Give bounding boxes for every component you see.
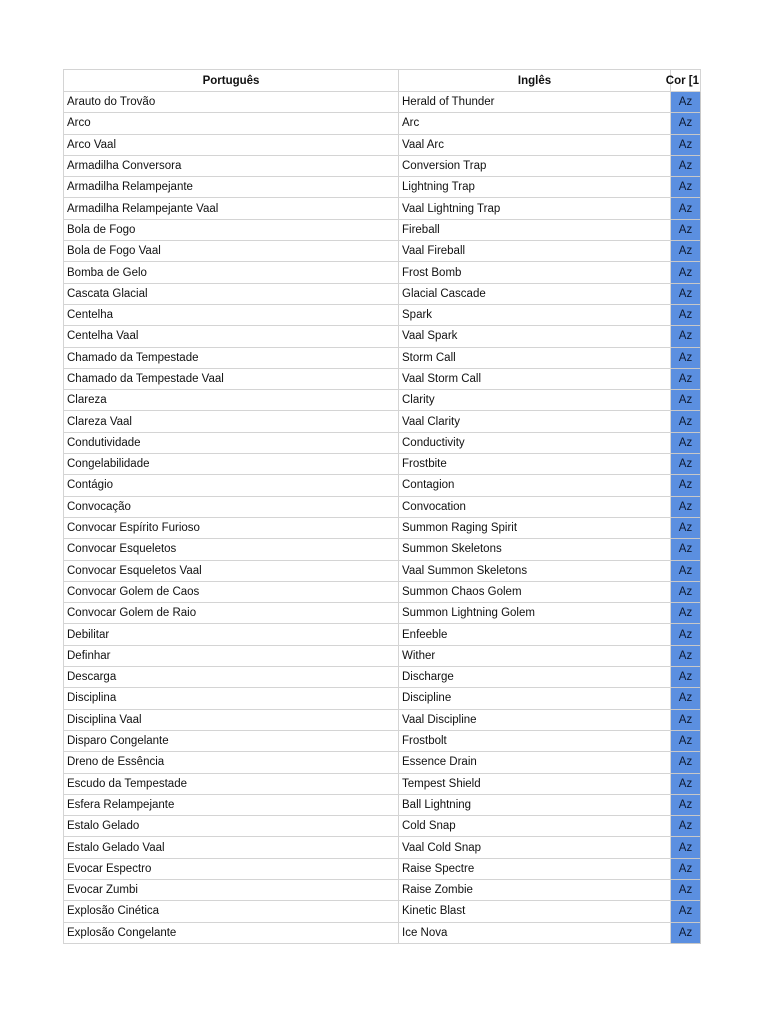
cell-color: Az bbox=[671, 241, 701, 262]
cell-portuguese: Esfera Relampejante bbox=[64, 794, 399, 815]
cell-color: Az bbox=[671, 879, 701, 900]
cell-color: Az bbox=[671, 304, 701, 325]
cell-color: Az bbox=[671, 347, 701, 368]
table-row bbox=[64, 368, 701, 389]
table-row bbox=[64, 390, 701, 411]
cell-color: Az bbox=[671, 922, 701, 943]
table-row bbox=[64, 645, 701, 666]
cell-portuguese: Disparo Congelante bbox=[64, 730, 399, 751]
cell-english: Tempest Shield bbox=[399, 773, 671, 794]
table-row bbox=[64, 858, 701, 879]
cell-english: Fireball bbox=[399, 219, 671, 240]
cell-color: Az bbox=[671, 816, 701, 837]
cell-portuguese: Convocar Esqueletos bbox=[64, 539, 399, 560]
table-row bbox=[64, 901, 701, 922]
cell-color: Az bbox=[671, 326, 701, 347]
cell-english: Enfeeble bbox=[399, 624, 671, 645]
cell-color: Az bbox=[671, 368, 701, 389]
cell-portuguese: Clareza bbox=[64, 390, 399, 411]
table-row bbox=[64, 794, 701, 815]
table-row bbox=[64, 219, 701, 240]
cell-english: Vaal Storm Call bbox=[399, 368, 671, 389]
cell-portuguese: Dreno de Essência bbox=[64, 752, 399, 773]
cell-color: Az bbox=[671, 454, 701, 475]
cell-english: Vaal Fireball bbox=[399, 241, 671, 262]
cell-english: Summon Skeletons bbox=[399, 539, 671, 560]
cell-english: Arc bbox=[399, 113, 671, 134]
table-row bbox=[64, 134, 701, 155]
cell-portuguese: Contágio bbox=[64, 475, 399, 496]
cell-portuguese: Descarga bbox=[64, 667, 399, 688]
table-row bbox=[64, 326, 701, 347]
cell-english: Spark bbox=[399, 304, 671, 325]
cell-portuguese: Convocar Esqueletos Vaal bbox=[64, 560, 399, 581]
cell-portuguese: Disciplina bbox=[64, 688, 399, 709]
cell-english: Frostbolt bbox=[399, 730, 671, 751]
cell-color: Az bbox=[671, 667, 701, 688]
cell-english: Vaal Cold Snap bbox=[399, 837, 671, 858]
table-row bbox=[64, 730, 701, 751]
header-color bbox=[665, 70, 701, 92]
table-row bbox=[64, 922, 701, 943]
cell-color: Az bbox=[671, 517, 701, 538]
cell-portuguese: Bola de Fogo Vaal bbox=[64, 241, 399, 262]
table-row bbox=[64, 539, 701, 560]
table-row bbox=[64, 709, 701, 730]
cell-color: Az bbox=[671, 688, 701, 709]
cell-english: Contagion bbox=[399, 475, 671, 496]
cell-portuguese: Disciplina Vaal bbox=[64, 709, 399, 730]
cell-english: Conductivity bbox=[399, 432, 671, 453]
cell-color: Az bbox=[671, 432, 701, 453]
cell-color: Az bbox=[671, 198, 701, 219]
cell-portuguese: Debilitar bbox=[64, 624, 399, 645]
cell-english: Herald of Thunder bbox=[399, 92, 671, 113]
table-row bbox=[64, 667, 701, 688]
cell-color: Az bbox=[671, 390, 701, 411]
table-row bbox=[64, 347, 701, 368]
header-portuguese: Português bbox=[64, 70, 399, 92]
table-row bbox=[64, 198, 701, 219]
cell-color: Az bbox=[671, 709, 701, 730]
cell-english: Storm Call bbox=[399, 347, 671, 368]
cell-portuguese: Definhar bbox=[64, 645, 399, 666]
table-row bbox=[64, 496, 701, 517]
cell-color: Az bbox=[671, 92, 701, 113]
cell-color: Az bbox=[671, 283, 701, 304]
table-row bbox=[64, 688, 701, 709]
skills-table-container bbox=[63, 69, 700, 944]
table-row bbox=[64, 560, 701, 581]
cell-portuguese: Convocar Golem de Caos bbox=[64, 581, 399, 602]
cell-portuguese: Explosão Congelante bbox=[64, 922, 399, 943]
table-row bbox=[64, 454, 701, 475]
cell-portuguese: Chamado da Tempestade Vaal bbox=[64, 368, 399, 389]
table-row bbox=[64, 92, 701, 113]
table-row bbox=[64, 816, 701, 837]
table-row bbox=[64, 773, 701, 794]
table-row bbox=[64, 113, 701, 134]
cell-english: Vaal Clarity bbox=[399, 411, 671, 432]
cell-english: Convocation bbox=[399, 496, 671, 517]
cell-color: Az bbox=[671, 773, 701, 794]
cell-portuguese: Arco bbox=[64, 113, 399, 134]
cell-color: Az bbox=[671, 730, 701, 751]
cell-english: Cold Snap bbox=[399, 816, 671, 837]
cell-portuguese: Evocar Zumbi bbox=[64, 879, 399, 900]
header-color-label: Cor [1 bbox=[665, 74, 699, 87]
table-row bbox=[64, 581, 701, 602]
cell-color: Az bbox=[671, 624, 701, 645]
table-row bbox=[64, 603, 701, 624]
cell-color: Az bbox=[671, 603, 701, 624]
cell-english: Wither bbox=[399, 645, 671, 666]
cell-english: Conversion Trap bbox=[399, 155, 671, 176]
cell-portuguese: Centelha Vaal bbox=[64, 326, 399, 347]
cell-color: Az bbox=[671, 901, 701, 922]
cell-english: Raise Spectre bbox=[399, 858, 671, 879]
cell-color: Az bbox=[671, 496, 701, 517]
table-row bbox=[64, 177, 701, 198]
cell-portuguese: Bomba de Gelo bbox=[64, 262, 399, 283]
table-row bbox=[64, 262, 701, 283]
cell-english: Glacial Cascade bbox=[399, 283, 671, 304]
cell-portuguese: Cascata Glacial bbox=[64, 283, 399, 304]
cell-english: Kinetic Blast bbox=[399, 901, 671, 922]
table-row bbox=[64, 241, 701, 262]
cell-color: Az bbox=[671, 752, 701, 773]
cell-portuguese: Centelha bbox=[64, 304, 399, 325]
cell-color: Az bbox=[671, 539, 701, 560]
cell-english: Vaal Arc bbox=[399, 134, 671, 155]
cell-english: Vaal Discipline bbox=[399, 709, 671, 730]
cell-portuguese: Armadilha Relampejante bbox=[64, 177, 399, 198]
cell-english: Vaal Lightning Trap bbox=[399, 198, 671, 219]
cell-english: Ice Nova bbox=[399, 922, 671, 943]
cell-color: Az bbox=[671, 858, 701, 879]
cell-color: Az bbox=[671, 837, 701, 858]
cell-portuguese: Condutividade bbox=[64, 432, 399, 453]
cell-english: Vaal Spark bbox=[399, 326, 671, 347]
cell-english: Ball Lightning bbox=[399, 794, 671, 815]
cell-color: Az bbox=[671, 645, 701, 666]
table-row bbox=[64, 432, 701, 453]
table-row bbox=[64, 304, 701, 325]
cell-english: Discharge bbox=[399, 667, 671, 688]
cell-portuguese: Clareza Vaal bbox=[64, 411, 399, 432]
cell-color: Az bbox=[671, 155, 701, 176]
table-row bbox=[64, 837, 701, 858]
cell-portuguese: Convocação bbox=[64, 496, 399, 517]
cell-english: Discipline bbox=[399, 688, 671, 709]
cell-portuguese: Convocar Golem de Raio bbox=[64, 603, 399, 624]
cell-portuguese: Arauto do Trovão bbox=[64, 92, 399, 113]
cell-portuguese: Explosão Cinética bbox=[64, 901, 399, 922]
cell-color: Az bbox=[671, 113, 701, 134]
cell-portuguese: Arco Vaal bbox=[64, 134, 399, 155]
cell-portuguese: Chamado da Tempestade bbox=[64, 347, 399, 368]
cell-portuguese: Convocar Espírito Furioso bbox=[64, 517, 399, 538]
table-row bbox=[64, 475, 701, 496]
cell-english: Essence Drain bbox=[399, 752, 671, 773]
table-header-row bbox=[64, 70, 701, 92]
cell-english: Frost Bomb bbox=[399, 262, 671, 283]
cell-english: Clarity bbox=[399, 390, 671, 411]
cell-color: Az bbox=[671, 262, 701, 283]
cell-portuguese: Armadilha Conversora bbox=[64, 155, 399, 176]
table-body bbox=[64, 92, 701, 944]
cell-english: Lightning Trap bbox=[399, 177, 671, 198]
table-row bbox=[64, 517, 701, 538]
table-row bbox=[64, 624, 701, 645]
skills-table bbox=[63, 69, 701, 944]
cell-color: Az bbox=[671, 219, 701, 240]
cell-color: Az bbox=[671, 134, 701, 155]
cell-portuguese: Armadilha Relampejante Vaal bbox=[64, 198, 399, 219]
cell-color: Az bbox=[671, 177, 701, 198]
cell-english: Summon Raging Spirit bbox=[399, 517, 671, 538]
cell-portuguese: Bola de Fogo bbox=[64, 219, 399, 240]
table-row bbox=[64, 155, 701, 176]
header-english: Inglês bbox=[399, 70, 671, 92]
cell-color: Az bbox=[671, 475, 701, 496]
cell-english: Summon Chaos Golem bbox=[399, 581, 671, 602]
cell-english: Raise Zombie bbox=[399, 879, 671, 900]
cell-english: Frostbite bbox=[399, 454, 671, 475]
cell-color: Az bbox=[671, 560, 701, 581]
cell-english: Vaal Summon Skeletons bbox=[399, 560, 671, 581]
table-row bbox=[64, 411, 701, 432]
cell-english: Summon Lightning Golem bbox=[399, 603, 671, 624]
cell-color: Az bbox=[671, 794, 701, 815]
table-row bbox=[64, 879, 701, 900]
cell-portuguese: Evocar Espectro bbox=[64, 858, 399, 879]
cell-portuguese: Estalo Gelado Vaal bbox=[64, 837, 399, 858]
table-row bbox=[64, 752, 701, 773]
cell-color: Az bbox=[671, 411, 701, 432]
cell-portuguese: Congelabilidade bbox=[64, 454, 399, 475]
cell-portuguese: Escudo da Tempestade bbox=[64, 773, 399, 794]
table-row bbox=[64, 283, 701, 304]
cell-portuguese: Estalo Gelado bbox=[64, 816, 399, 837]
cell-color: Az bbox=[671, 581, 701, 602]
